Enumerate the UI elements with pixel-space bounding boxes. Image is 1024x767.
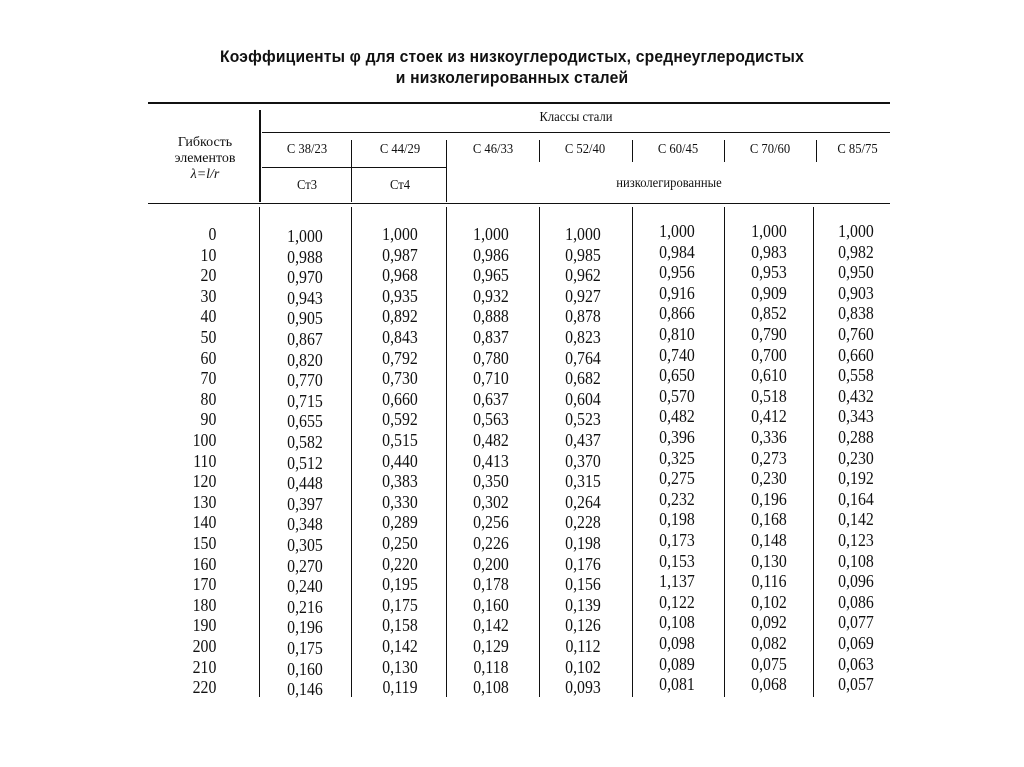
table-cell: 0,655 (287, 411, 323, 432)
table-cell: 0,935 (382, 285, 418, 306)
table-cell: 0,108 (473, 677, 509, 698)
row-label: 70 (200, 368, 217, 389)
table-cell: 0,270 (287, 555, 323, 576)
row-label: 60 (200, 347, 217, 368)
table-cell: 0,077 (838, 612, 874, 633)
table-cell: 0,905 (287, 308, 323, 329)
row-label: 200 (192, 636, 217, 656)
row-label: 210 (192, 656, 217, 677)
table-cell: 0,198 (565, 533, 601, 553)
table-cell: 0,196 (287, 617, 323, 638)
table-cell: 0,122 (659, 591, 695, 612)
table-cell: 0,903 (838, 282, 874, 303)
table-cell: 0,216 (287, 596, 323, 617)
row-label: 120 (192, 471, 217, 492)
table-cell: 0,142 (473, 615, 509, 636)
table-cell: 0,440 (382, 450, 418, 471)
table-cell: 0,123 (838, 530, 874, 550)
table-cell: 0,264 (565, 491, 601, 512)
table-cell: 0,558 (838, 365, 874, 386)
row-label: 130 (192, 491, 217, 512)
row-label: 30 (200, 285, 217, 306)
table-cell: 0,570 (659, 385, 695, 406)
column-divider (813, 207, 814, 697)
table-cell: 0,232 (659, 488, 695, 509)
table-cell: 0,660 (838, 344, 874, 365)
class-header: С 70/60 (749, 142, 791, 157)
table-cell: 0,983 (751, 241, 787, 262)
table-cell: 1,000 (565, 224, 601, 244)
row-label-line: элементов (174, 151, 236, 166)
table-cell: 0,176 (565, 553, 601, 574)
table-cell: 0,987 (382, 244, 418, 265)
table-cell: 0,943 (287, 287, 323, 308)
table-cell: 1,000 (287, 226, 323, 246)
header-divider (632, 140, 633, 162)
table-cell: 0,118 (473, 656, 509, 677)
table-cell: 0,518 (751, 385, 787, 406)
grade-header: низколегированные (616, 176, 722, 191)
table-cell: 0,988 (287, 246, 323, 267)
class-header: С 46/33 (472, 142, 514, 157)
row-label: 50 (200, 327, 217, 347)
table-cell: 0,160 (473, 594, 509, 615)
row-label: 110 (193, 450, 217, 471)
table-cell: 0,448 (287, 473, 323, 494)
column-divider (351, 207, 352, 697)
table-cell: 0,932 (473, 285, 509, 306)
table-cell: 0,985 (565, 244, 601, 265)
class-header: С 38/23 (286, 142, 328, 157)
table-cell: 0,637 (473, 388, 509, 409)
table-cell: 0,108 (659, 612, 695, 633)
row-label: 170 (192, 574, 217, 595)
header-divider (724, 140, 725, 162)
column-divider (539, 207, 540, 697)
table-cell: 0,156 (565, 574, 601, 595)
table-cell: 0,515 (382, 430, 418, 450)
table-cell: 0,837 (473, 327, 509, 347)
row-label: 20 (200, 265, 217, 286)
table-cell: 0,230 (838, 447, 874, 468)
table-cell: 0,119 (382, 677, 418, 698)
table-cell: 0,102 (565, 656, 601, 677)
table-cell: 0,843 (382, 327, 418, 347)
row-label: 140 (192, 512, 217, 533)
row-label-line: λ=l/r (190, 167, 220, 182)
table-cell: 0,192 (838, 468, 874, 489)
row-label: 100 (192, 430, 217, 450)
top-rule (148, 102, 890, 104)
table-cell: 0,092 (751, 612, 787, 633)
table-cell: 0,810 (659, 324, 695, 344)
table-cell: 0,275 (659, 468, 695, 489)
table-cell: 0,650 (659, 365, 695, 386)
row-label: 0 (208, 224, 217, 244)
header-divider (539, 140, 540, 162)
row-label: 90 (200, 409, 217, 430)
table-cell: 0,984 (659, 241, 695, 262)
row-label: 40 (200, 306, 217, 327)
header-divider (816, 140, 817, 162)
table-cell: 0,195 (382, 574, 418, 595)
table-cell: 0,350 (473, 471, 509, 492)
table-cell: 0,142 (382, 636, 418, 656)
table-title-line-1: Коэффициенты φ для стоек из низкоуглеродистых, среднеуглеродистых (220, 47, 804, 66)
table-cell: 0,823 (565, 327, 601, 347)
row-label-line: Гибкость (177, 135, 233, 150)
table-cell: 0,370 (565, 450, 601, 471)
table-cell: 0,780 (473, 347, 509, 368)
class-header: С 44/29 (379, 142, 421, 157)
table-cell: 1,000 (751, 221, 787, 241)
table-cell: 0,968 (382, 265, 418, 286)
table-cell: 0,437 (565, 430, 601, 450)
table-cell: 0,982 (838, 241, 874, 262)
table-cell: 0,130 (751, 550, 787, 571)
table-cell: 0,130 (382, 656, 418, 677)
table-cell: 0,315 (565, 471, 601, 492)
table-cell: 0,250 (382, 533, 418, 553)
table-cell: 0,682 (565, 368, 601, 389)
table-cell: 0,228 (565, 512, 601, 533)
table-cell: 1,000 (382, 224, 418, 244)
table-cell: 0,153 (659, 550, 695, 571)
table-cell: 0,710 (473, 368, 509, 389)
table-cell: 0,582 (287, 432, 323, 452)
column-divider (259, 207, 260, 697)
table-cell: 0,383 (382, 471, 418, 492)
table-cell: 0,075 (751, 653, 787, 674)
table-cell: 0,057 (838, 674, 874, 695)
table-cell: 0,740 (659, 344, 695, 365)
table-cell: 0,413 (473, 450, 509, 471)
table-title-line-2: и низколегированных сталей (395, 68, 629, 87)
table-cell: 0,878 (565, 306, 601, 327)
row-label: 180 (192, 594, 217, 615)
table-cell: 0,927 (565, 285, 601, 306)
table-cell: 0,432 (838, 385, 874, 406)
table-cell: 0,604 (565, 388, 601, 409)
table-cell: 0,396 (659, 427, 695, 447)
table-cell: 0,305 (287, 535, 323, 555)
row-label: 160 (192, 553, 217, 574)
table-cell: 0,200 (473, 553, 509, 574)
table-cell: 0,175 (287, 638, 323, 658)
table-cell: 0,126 (565, 615, 601, 636)
table-cell: 0,082 (751, 633, 787, 653)
table-cell: 0,336 (751, 427, 787, 447)
row-label: 80 (200, 388, 217, 409)
table-cell: 0,397 (287, 493, 323, 514)
table-cell: 0,965 (473, 265, 509, 286)
table-cell: 0,909 (751, 282, 787, 303)
class-header: С 60/45 (657, 142, 699, 157)
table-cell: 0,175 (382, 594, 418, 615)
table-cell: 0,610 (751, 365, 787, 386)
table-cell: 0,953 (751, 262, 787, 283)
table-cell: 0,116 (751, 571, 787, 592)
table-cell: 0,820 (287, 349, 323, 370)
grade-rule (262, 167, 447, 168)
class-header: С 52/40 (564, 142, 606, 157)
table-cell: 0,240 (287, 576, 323, 597)
table-cell: 0,770 (287, 370, 323, 391)
row-label-header (150, 135, 260, 183)
table-cell: 0,230 (751, 468, 787, 489)
table-cell: 0,523 (565, 409, 601, 430)
table-cell: 0,142 (838, 509, 874, 530)
table-cell: 0,139 (565, 594, 601, 615)
table-cell: 0,069 (838, 633, 874, 653)
class-header: С 85/75 (837, 142, 878, 157)
table-cell: 0,068 (751, 674, 787, 695)
table-cell: 0,256 (473, 512, 509, 533)
table-cell: 0,178 (473, 574, 509, 595)
table-cell: 0,289 (382, 512, 418, 533)
table-cell: 0,098 (659, 633, 695, 653)
table-cell: 0,330 (382, 491, 418, 512)
table-cell: 0,096 (838, 571, 874, 592)
table-cell: 0,970 (287, 267, 323, 288)
table-cell: 0,112 (565, 636, 601, 656)
table-cell: 0,081 (659, 674, 695, 695)
grade-header: Ст4 (389, 178, 411, 193)
table-cell: 0,148 (751, 530, 787, 550)
row-label: 10 (200, 244, 217, 265)
table-cell: 0,764 (565, 347, 601, 368)
table-cell: 0,592 (382, 409, 418, 430)
table-cell: 0,226 (473, 533, 509, 553)
table-cell: 0,198 (659, 509, 695, 530)
header-bottom-rule (148, 203, 890, 204)
table-cell: 0,482 (659, 406, 695, 427)
table-cell: 1,137 (659, 571, 695, 592)
table-cell: 0,102 (751, 591, 787, 612)
column-divider (632, 207, 633, 697)
table-cell: 0,220 (382, 553, 418, 574)
table-cell: 0,093 (565, 677, 601, 698)
header-divider (446, 140, 447, 202)
table-cell: 0,160 (287, 658, 323, 679)
table-cell: 0,086 (838, 591, 874, 612)
header-divider (351, 140, 352, 202)
group-rule (262, 132, 890, 133)
table-cell: 0,852 (751, 303, 787, 324)
table-cell: 0,063 (838, 653, 874, 674)
table-cell: 0,273 (751, 447, 787, 468)
column-divider (446, 207, 447, 697)
table-cell: 0,838 (838, 303, 874, 324)
table-cell: 0,173 (659, 530, 695, 550)
table-cell: 0,089 (659, 653, 695, 674)
table-cell: 0,700 (751, 344, 787, 365)
table-cell: 0,916 (659, 282, 695, 303)
table-cell: 0,158 (382, 615, 418, 636)
table-cell: 0,790 (751, 324, 787, 344)
table-cell: 1,000 (473, 224, 509, 244)
table-cell: 0,950 (838, 262, 874, 283)
table-cell: 0,563 (473, 409, 509, 430)
table-cell: 0,348 (287, 514, 323, 535)
table-cell: 0,792 (382, 347, 418, 368)
table-cell: 0,168 (751, 509, 787, 530)
table-cell: 0,660 (382, 388, 418, 409)
table-cell: 0,196 (751, 488, 787, 509)
grade-header: Ст3 (296, 178, 318, 193)
row-label: 190 (192, 615, 217, 636)
row-label: 220 (192, 677, 217, 698)
table-cell: 0,888 (473, 306, 509, 327)
table-cell: 0,512 (287, 452, 323, 473)
table-cell: 0,892 (382, 306, 418, 327)
column-divider (724, 207, 725, 697)
table-cell: 0,730 (382, 368, 418, 389)
table-cell: 0,986 (473, 244, 509, 265)
table-cell: 0,866 (659, 303, 695, 324)
table-cell: 1,000 (838, 221, 874, 241)
table-cell: 0,129 (473, 636, 509, 656)
table-cell: 0,867 (287, 329, 323, 349)
table-cell: 0,715 (287, 390, 323, 411)
steel-classes-header: Классы стали (539, 110, 613, 125)
table-cell: 0,325 (659, 447, 695, 468)
table-cell: 0,164 (838, 488, 874, 509)
table-cell: 0,343 (838, 406, 874, 427)
table-cell: 0,962 (565, 265, 601, 286)
row-label: 150 (192, 533, 217, 553)
table-cell: 0,108 (838, 550, 874, 571)
table-cell: 0,482 (473, 430, 509, 450)
table-cell: 0,956 (659, 262, 695, 283)
table-cell: 0,412 (751, 406, 787, 427)
table-cell: 0,288 (838, 427, 874, 447)
table-cell: 0,302 (473, 491, 509, 512)
table-cell: 1,000 (659, 221, 695, 241)
table-cell: 0,146 (287, 679, 323, 700)
table-cell: 0,760 (838, 324, 874, 344)
